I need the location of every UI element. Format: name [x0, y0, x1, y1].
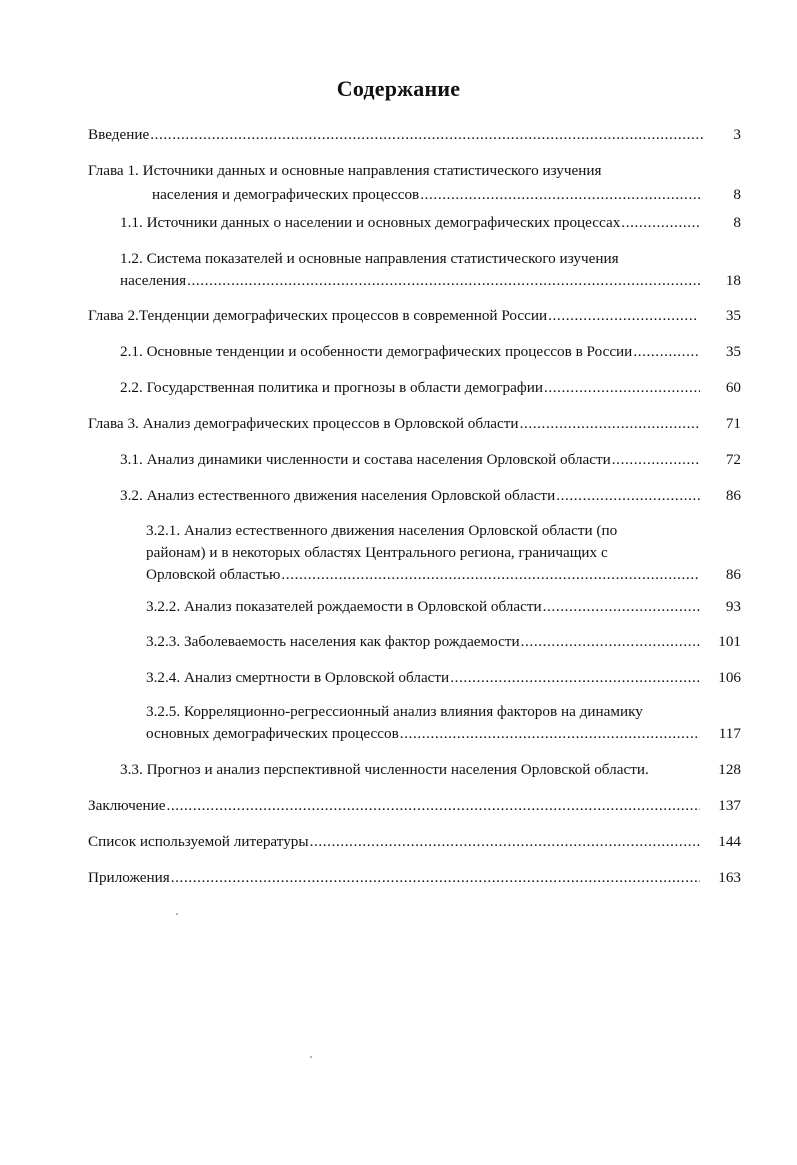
toc-entry-title-line: населения и демографических процессов — [152, 186, 420, 203]
toc-page-number: 18 — [725, 272, 741, 289]
toc-entry-title: Глава 3. Анализ демографических процессов в Орловской области — [88, 415, 519, 432]
toc-entry-title: Список используемой литературы — [88, 833, 309, 850]
leader-dots — [171, 867, 700, 889]
toc-page-number: 101 — [718, 633, 741, 650]
toc-entry-section-2-2 — [120, 377, 700, 399]
toc-entry-title-line: 3.2.1. Анализ естественного движения населения Орловской области (по — [146, 522, 618, 539]
toc-page-number: 60 — [725, 379, 741, 396]
leader-dots — [310, 831, 700, 853]
toc-entry-title: Заключение — [88, 797, 166, 814]
toc-entry-title: Приложения — [88, 869, 170, 886]
toc-entry-chapter-1 — [88, 160, 700, 206]
leader-dots — [166, 795, 700, 817]
toc-page-number: 86 — [725, 487, 741, 504]
toc-entry-title: Введение — [88, 126, 150, 143]
toc-entry-references — [88, 831, 700, 853]
toc-page-number: 137 — [718, 797, 741, 814]
toc-entry-section-3-1 — [120, 449, 700, 471]
toc-entry-title: 3.3. Прогноз и анализ перспективной численности населения Орловской области. — [120, 761, 649, 778]
leader-dots — [520, 413, 700, 435]
toc-page-number: 3 — [733, 126, 741, 143]
toc-entry-subsection-3-2-5 — [146, 701, 700, 745]
toc-entry-section-3-3 — [120, 759, 710, 781]
toc-entry-title-line: Глава 1. Источники данных и основные направления статистического изучения — [88, 162, 602, 179]
leader-dots — [450, 667, 700, 689]
leader-dots — [543, 596, 700, 618]
toc-entry-subsection-3-2-2 — [146, 596, 700, 618]
toc-page-number: 144 — [718, 833, 741, 850]
toc-entry-subsection-3-2-3 — [146, 631, 700, 653]
toc-page-number: 8 — [733, 214, 741, 231]
toc-page-number: 163 — [718, 869, 741, 886]
toc-entry-chapter-2 — [88, 305, 698, 327]
toc-entry-title-line: 1.2. Система показателей и основные направления статистического изучения — [120, 250, 619, 267]
toc-entry-introduction — [88, 124, 704, 146]
scan-speck — [176, 913, 178, 915]
toc-page-number: 128 — [718, 761, 741, 778]
leader-dots — [420, 184, 700, 206]
leader-dots — [544, 377, 700, 399]
toc-page-number: 93 — [725, 598, 741, 615]
toc-entry-subsection-3-2-1 — [146, 520, 700, 586]
toc-page-number: 86 — [725, 566, 741, 583]
leader-dots — [187, 270, 700, 292]
leader-dots — [521, 631, 700, 653]
toc-page-number: 106 — [718, 669, 741, 686]
toc-page-number: 35 — [725, 343, 741, 360]
toc-entry-appendices — [88, 867, 700, 889]
toc-entry-title: 3.2.4. Анализ смертности в Орловской области — [146, 669, 450, 686]
toc-entry-title-line: населения — [120, 272, 187, 289]
leader-dots — [281, 564, 700, 586]
scan-speck — [310, 1056, 312, 1058]
toc-page-number: 35 — [725, 307, 741, 324]
toc-entry-section-1-1 — [120, 212, 700, 234]
toc-entry-title: 3.2.3. Заболеваемость населения как фактор рождаемости — [146, 633, 520, 650]
toc-entry-title: 2.2. Государственная политика и прогнозы в области демографии — [120, 379, 543, 396]
toc-page-number: 71 — [725, 415, 741, 432]
toc-entry-title-line: 3.2.5. Корреляционно-регрессионный анализ влияния факторов на динамику — [146, 703, 643, 720]
toc-entry-conclusion — [88, 795, 700, 817]
toc-entry-title: 3.2. Анализ естественного движения населения Орловской области — [120, 487, 556, 504]
page-title: Содержание — [336, 76, 461, 101]
toc-entry-title-line: основных демографических процессов — [146, 725, 399, 742]
leader-dots — [400, 723, 700, 745]
toc-page-number: 117 — [718, 725, 741, 742]
toc-entry-title: Глава 2.Тенденции демографических процессов в современной России — [88, 307, 548, 324]
toc-entry-title: 1.1. Источники данных о населении и основных демографических процессах — [120, 214, 621, 231]
toc-entry-title-line: Орловской областью — [146, 566, 281, 583]
toc-page-number: 8 — [733, 186, 741, 203]
toc-entry-chapter-3 — [88, 413, 700, 435]
toc-entry-subsection-3-2-4 — [146, 667, 700, 689]
toc-page-number: 72 — [725, 451, 741, 468]
toc-entry-title-line: районам) и в некоторых областях Центрального региона, граничащих с — [146, 544, 608, 561]
leader-dots — [548, 305, 698, 327]
toc-entry-section-1-2 — [120, 248, 700, 292]
leader-dots — [556, 485, 700, 507]
toc-entry-title: 2.1. Основные тенденции и особенности демографических процессов в России — [120, 343, 633, 360]
toc-entry-title: 3.1. Анализ динамики численности и состава населения Орловской области — [120, 451, 611, 468]
leader-dots — [150, 124, 704, 146]
toc-entry-title: 3.2.2. Анализ показателей рождаемости в Орловской области — [146, 598, 542, 615]
toc-entry-section-2-1 — [120, 341, 700, 363]
toc-entry-section-3-2 — [120, 485, 700, 507]
